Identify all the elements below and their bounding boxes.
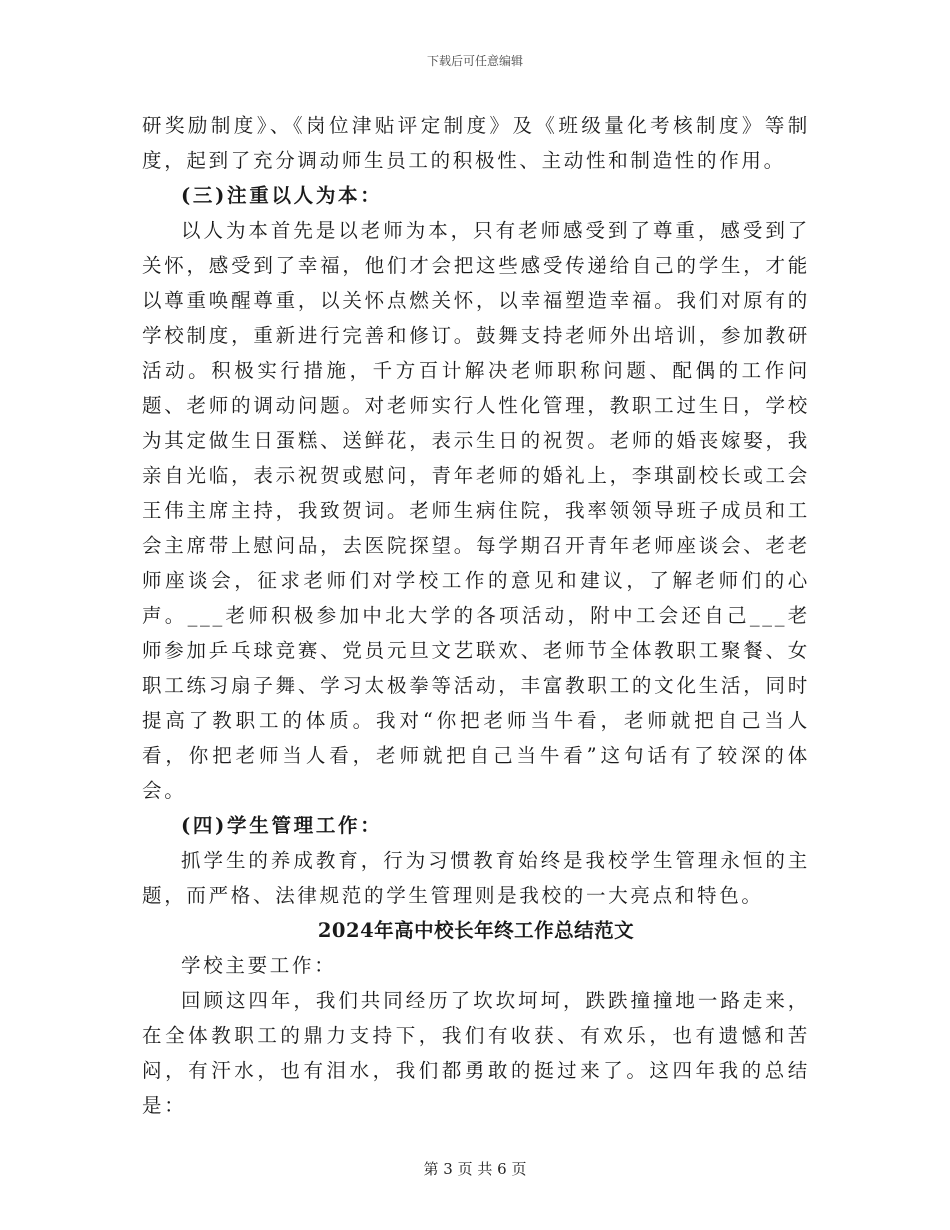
paragraph-people-oriented: 以人为本首先是以老师为本，只有老师感受到了尊重，感受到了关怀，感受到了幸福，他们才会把这些感受传递给自己的学生，才能以尊重唤醒尊重，以关怀点燃关怀，以幸福塑造幸福。我们对原有的学校制度，重新进行完善和修订。鼓舞支持老师外出培训，参加教研活动。积极实行措施，千方百计解决老师职称问题、配偶的工作问题、老师的调动问题。对老师实行人性化管理，教职工过生日，学校为其定做生日蛋糕、送鲜花，表示生日的祝贺。老师的婚丧嫁娶，我亲自光临，表示祝贺或慰问，青年老师的婚礼上，李琪副校长或工会王伟主席主持，我致贺词。老师生病住院，我率领领导班子成员和工会主席带上慰问品，去医院探望。每学期召开青年老师座谈会、老老师座谈会，征求老师们对学校工作的意见和建议，了解老师们的心声。___老师积极参加中北大学的各项活动，附中工会还自己___老师参加乒乓球竞赛、党员元旦文艺联欢、老师节全体教职工聚餐、女职工练习扇子舞、学习太极拳等活动，丰富教职工的文化生活，同时提高了教职工的体质。我对“你把老师当牛看，老师就把自己当人看，你把老师当人看，老师就把自己当牛看”这句话有了较深的体会。 [142, 219, 810, 802]
paragraph-four-year-review: 回顾这四年，我们共同经历了坎坎坷坷，跌跌撞撞地一路走来，在全体教职工的鼎力支持下，我们有收获、有欢乐，也有遗憾和苦闷，有汗水，也有泪水，我们都勇敢的挺过来了。这四年我的总结是： [142, 989, 810, 1117]
page-header-note: 下载后可任意编辑 [426, 54, 523, 68]
paragraph-main-work-label: 学校主要工作： [181, 954, 337, 977]
section-heading-people-oriented: (三)注重以人为本： [181, 184, 383, 207]
document-body [142, 108, 810, 1123]
section-heading-student-management: (四)学生管理工作： [181, 814, 383, 837]
paragraph-incentive-systems: 研奖励制度》、《岗位津贴评定制度》及《班级量化考核制度》等制度，起到了充分调动师生员工的积极性、主动性和制造性的作用。 [142, 114, 810, 172]
page-number-footer: 第 3 页 共 6 页 [423, 1160, 527, 1178]
document-title: 2024年高中校长年终工作总结范文 [317, 919, 635, 942]
paragraph-student-management: 抓学生的养成教育，行为习惯教育始终是我校学生管理永恒的主题，而严格、法律规范的学生管理则是我校的一大亮点和特色。 [142, 849, 810, 907]
